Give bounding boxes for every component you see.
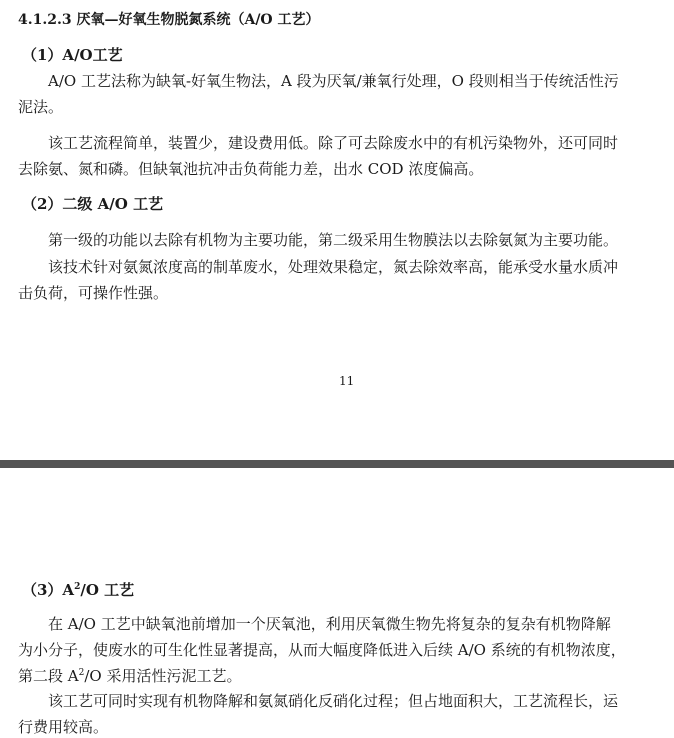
heading-text: （3）A (22, 581, 75, 599)
paragraph-line: 该工艺可同时实现有机物降解和氨氮硝化反硝化过程；但占地面积大，工艺流程长，运 (48, 692, 619, 710)
paragraph-line: 在 A/O 工艺中缺氧池前增加一个厌氧池，利用厌氧微生物先将复杂的复杂有机物降解 (48, 615, 611, 633)
section-heading: 4.1.2.3 厌氧—好氧生物脱氮系统（A/O 工艺） (18, 12, 320, 28)
line-text: 第二段 A (18, 667, 79, 685)
paragraph-line: 行费用较高。 (18, 718, 109, 736)
paragraph-line: 该工艺流程简单，装置少，建设费用低。除了可去除废水中的有机污染物外，还可同时 (48, 134, 619, 152)
heading-text: /O 工艺 (80, 581, 135, 599)
paragraph-line: 去除氨、氮和磷。但缺氧池抗冲击负荷能力差，出水 COD 浓度偏高。 (18, 160, 484, 178)
paragraph-line: A/O 工艺法称为缺氧-好氧生物法，A 段为厌氧/兼氧行处理，O 段则相当于传统活性污 (48, 72, 619, 90)
subsection-heading-1: （1）A/O工艺 (22, 46, 123, 64)
superscript: 2 (74, 582, 81, 592)
subsection-heading-3 (22, 579, 134, 601)
paragraph-line: 该技术针对氨氮浓度高的制革废水，处理效果稳定，氮去除效率高，能承受水量水质冲 (48, 258, 619, 276)
paragraph-line: 泥法。 (18, 98, 64, 116)
document-page-bottom (0, 468, 674, 736)
paragraph-line: 击负荷，可操作性强。 (18, 284, 169, 302)
page-separator (0, 460, 674, 468)
page-number: 11 (339, 374, 355, 388)
subsection-heading-2: （2）二级 A/O 工艺 (22, 195, 164, 213)
line-text: /O 采用活性污泥工艺。 (84, 667, 242, 685)
superscript: 2 (78, 668, 85, 678)
paragraph-line: 第一级的功能以去除有机物为主要功能，第二级采用生物膜法以去除氨氮为主要功能。 (48, 231, 619, 249)
paragraph-line: 为小分子，使废水的可生化性显著提高，从而大幅度降低进入后续 A/O 系统的有机物浓度， (18, 641, 626, 659)
paragraph-line (18, 665, 241, 687)
